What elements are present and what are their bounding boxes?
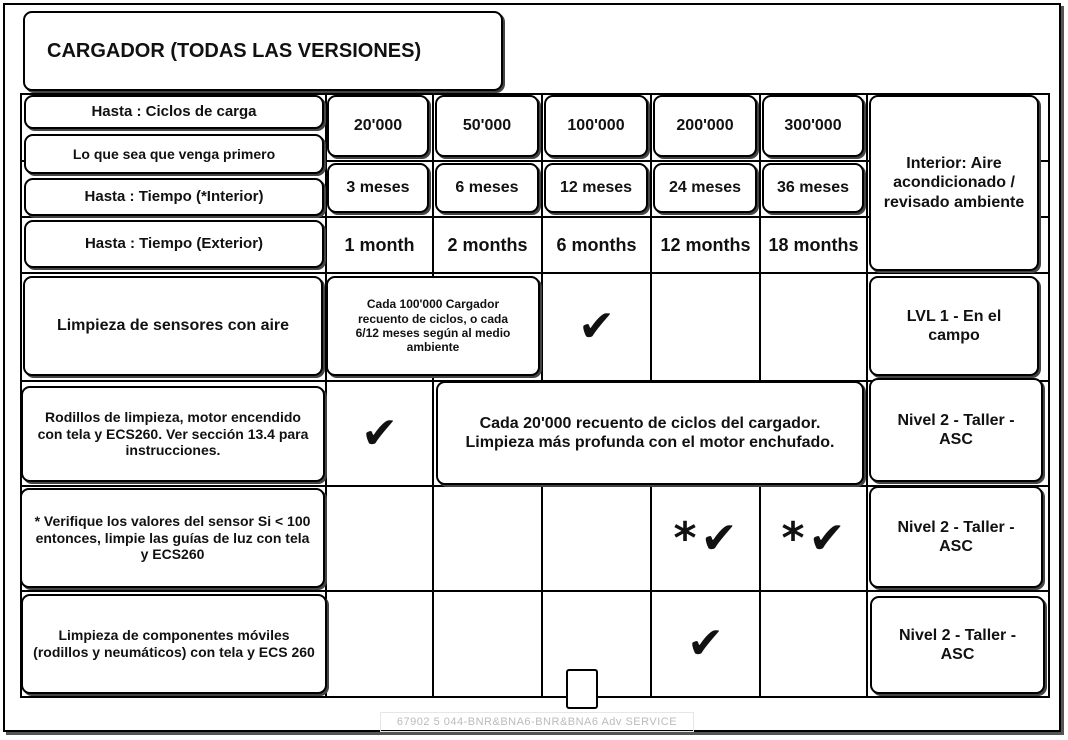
grid-right-line xyxy=(1048,93,1050,698)
level-label-text: Nivel 2 - Taller - ASC xyxy=(897,518,1015,555)
grid-bottom-line xyxy=(20,696,1050,698)
row-1-check-100000 xyxy=(543,274,650,380)
task-label-text: Limpieza de componentes móviles (rodillos y neumáticos) con tela y ECS 260 xyxy=(33,627,315,660)
interior-months-cell xyxy=(327,163,429,213)
cycle-header-text: 50'000 xyxy=(462,117,512,135)
cycles-label xyxy=(24,95,324,129)
cycle-header xyxy=(762,95,864,157)
footer-watermark xyxy=(380,712,694,732)
exterior-months-text: 18 months xyxy=(768,234,859,255)
interior-months-text: 12 meses xyxy=(559,179,633,197)
exterior-time-label-text: Hasta : Tiempo (Exterior) xyxy=(84,235,264,252)
page-title xyxy=(23,11,503,91)
exterior-months-text: 1 month xyxy=(344,234,415,255)
whichever-label-text: Lo que sea que venga primero xyxy=(72,145,276,162)
interior-note-text: Interior: Aire acondicionado / revisado ambiente xyxy=(883,155,1025,211)
interior-time-label-text: Hasta : Tiempo (*Interior) xyxy=(84,188,264,205)
grid-col-line xyxy=(432,93,434,698)
level-label-text: LVL 1 - En el campo xyxy=(906,307,1002,344)
check-icon: ✔ xyxy=(578,301,615,352)
level-label xyxy=(869,486,1043,588)
interior-months-text: 6 meses xyxy=(455,179,519,197)
task-label-text: Limpieza de sensores con aire xyxy=(56,317,290,335)
level-label xyxy=(869,378,1043,482)
row-2-check-20000 xyxy=(327,382,432,485)
page-title-text: CARGADOR (TODAS LAS VERSIONES) xyxy=(47,40,422,62)
cycle-header xyxy=(544,95,648,157)
exterior-months-cell xyxy=(434,218,541,272)
interior-time-label xyxy=(24,178,324,216)
row-3-check-200000 xyxy=(652,487,759,590)
cycle-header-text: 200'000 xyxy=(676,117,734,135)
exterior-months-cell xyxy=(761,218,866,272)
cycle-header xyxy=(435,95,539,157)
grid-row-line xyxy=(20,590,1050,592)
task-label-text: Rodillos de limpieza, motor encendido con tela y ECS260. Ver sección 13.4 para instrucciones. xyxy=(37,408,309,459)
interior-note xyxy=(869,95,1039,271)
level-label xyxy=(869,276,1039,376)
exterior-months-cell xyxy=(543,218,650,272)
cycle-header-text: 100'000 xyxy=(567,117,625,135)
level-label-text: Nivel 2 - Taller - ASC xyxy=(897,411,1015,448)
whichever-label xyxy=(24,134,324,174)
level-label xyxy=(870,596,1045,694)
exterior-months-cell xyxy=(327,218,432,272)
check-icon: ✔ xyxy=(361,407,398,459)
grid-row-line xyxy=(20,272,1050,274)
row-3-check-300000 xyxy=(761,487,866,590)
interval-note xyxy=(436,381,864,485)
interior-months-text: 3 meses xyxy=(346,179,410,197)
cycle-header-text: 300'000 xyxy=(784,117,842,135)
interval-note-text: Cada 20'000 recuento de ciclos del cargador. Limpieza más profunda con el motor enchufado. xyxy=(465,414,835,451)
task-label xyxy=(21,386,325,482)
task-label xyxy=(23,276,323,376)
row-4-check-200000 xyxy=(652,592,759,696)
grid-col-line xyxy=(866,93,868,698)
cycle-header xyxy=(327,95,429,157)
interior-months-cell xyxy=(653,163,757,213)
cycles-label-text: Hasta : Ciclos de carga xyxy=(91,103,257,120)
interval-note-text: Cada 100'000 Cargador recuento de ciclos, o cada 6/12 meses según al medio ambiente xyxy=(355,297,511,355)
asterisk-icon: * xyxy=(673,512,697,564)
exterior-months-text: 12 months xyxy=(660,234,751,255)
interior-months-text: 24 meses xyxy=(668,179,742,197)
level-label-text: Nivel 2 - Taller - ASC xyxy=(898,626,1017,663)
interior-months-cell xyxy=(544,163,648,213)
footer-text: 67902 5 044-BNR&BNA6-BNR&BNA6 Adv SERVICE xyxy=(396,716,678,728)
exterior-months-cell xyxy=(652,218,759,272)
asterisk-icon: * xyxy=(781,512,805,564)
interior-months-cell xyxy=(762,163,864,213)
task-label xyxy=(21,594,327,694)
task-label-text: * Verifique los valores del sensor Si < 100 entonces, limpie las guías de luz con tela y ECS260 xyxy=(34,512,311,563)
check-icon: ✔ xyxy=(808,512,846,564)
exterior-time-label xyxy=(24,220,324,268)
interior-months-text: 36 meses xyxy=(776,179,850,197)
cycle-header xyxy=(653,95,757,157)
interior-months-cell xyxy=(435,163,539,213)
check-icon: ✔ xyxy=(700,512,738,564)
task-label xyxy=(20,488,325,588)
interval-note xyxy=(326,276,540,376)
check-icon: ✔ xyxy=(687,618,724,669)
exterior-months-text: 2 months xyxy=(447,234,528,255)
cycle-header-text: 20'000 xyxy=(353,117,403,135)
exterior-months-text: 6 months xyxy=(556,234,637,255)
page-tab-marker xyxy=(566,669,598,709)
